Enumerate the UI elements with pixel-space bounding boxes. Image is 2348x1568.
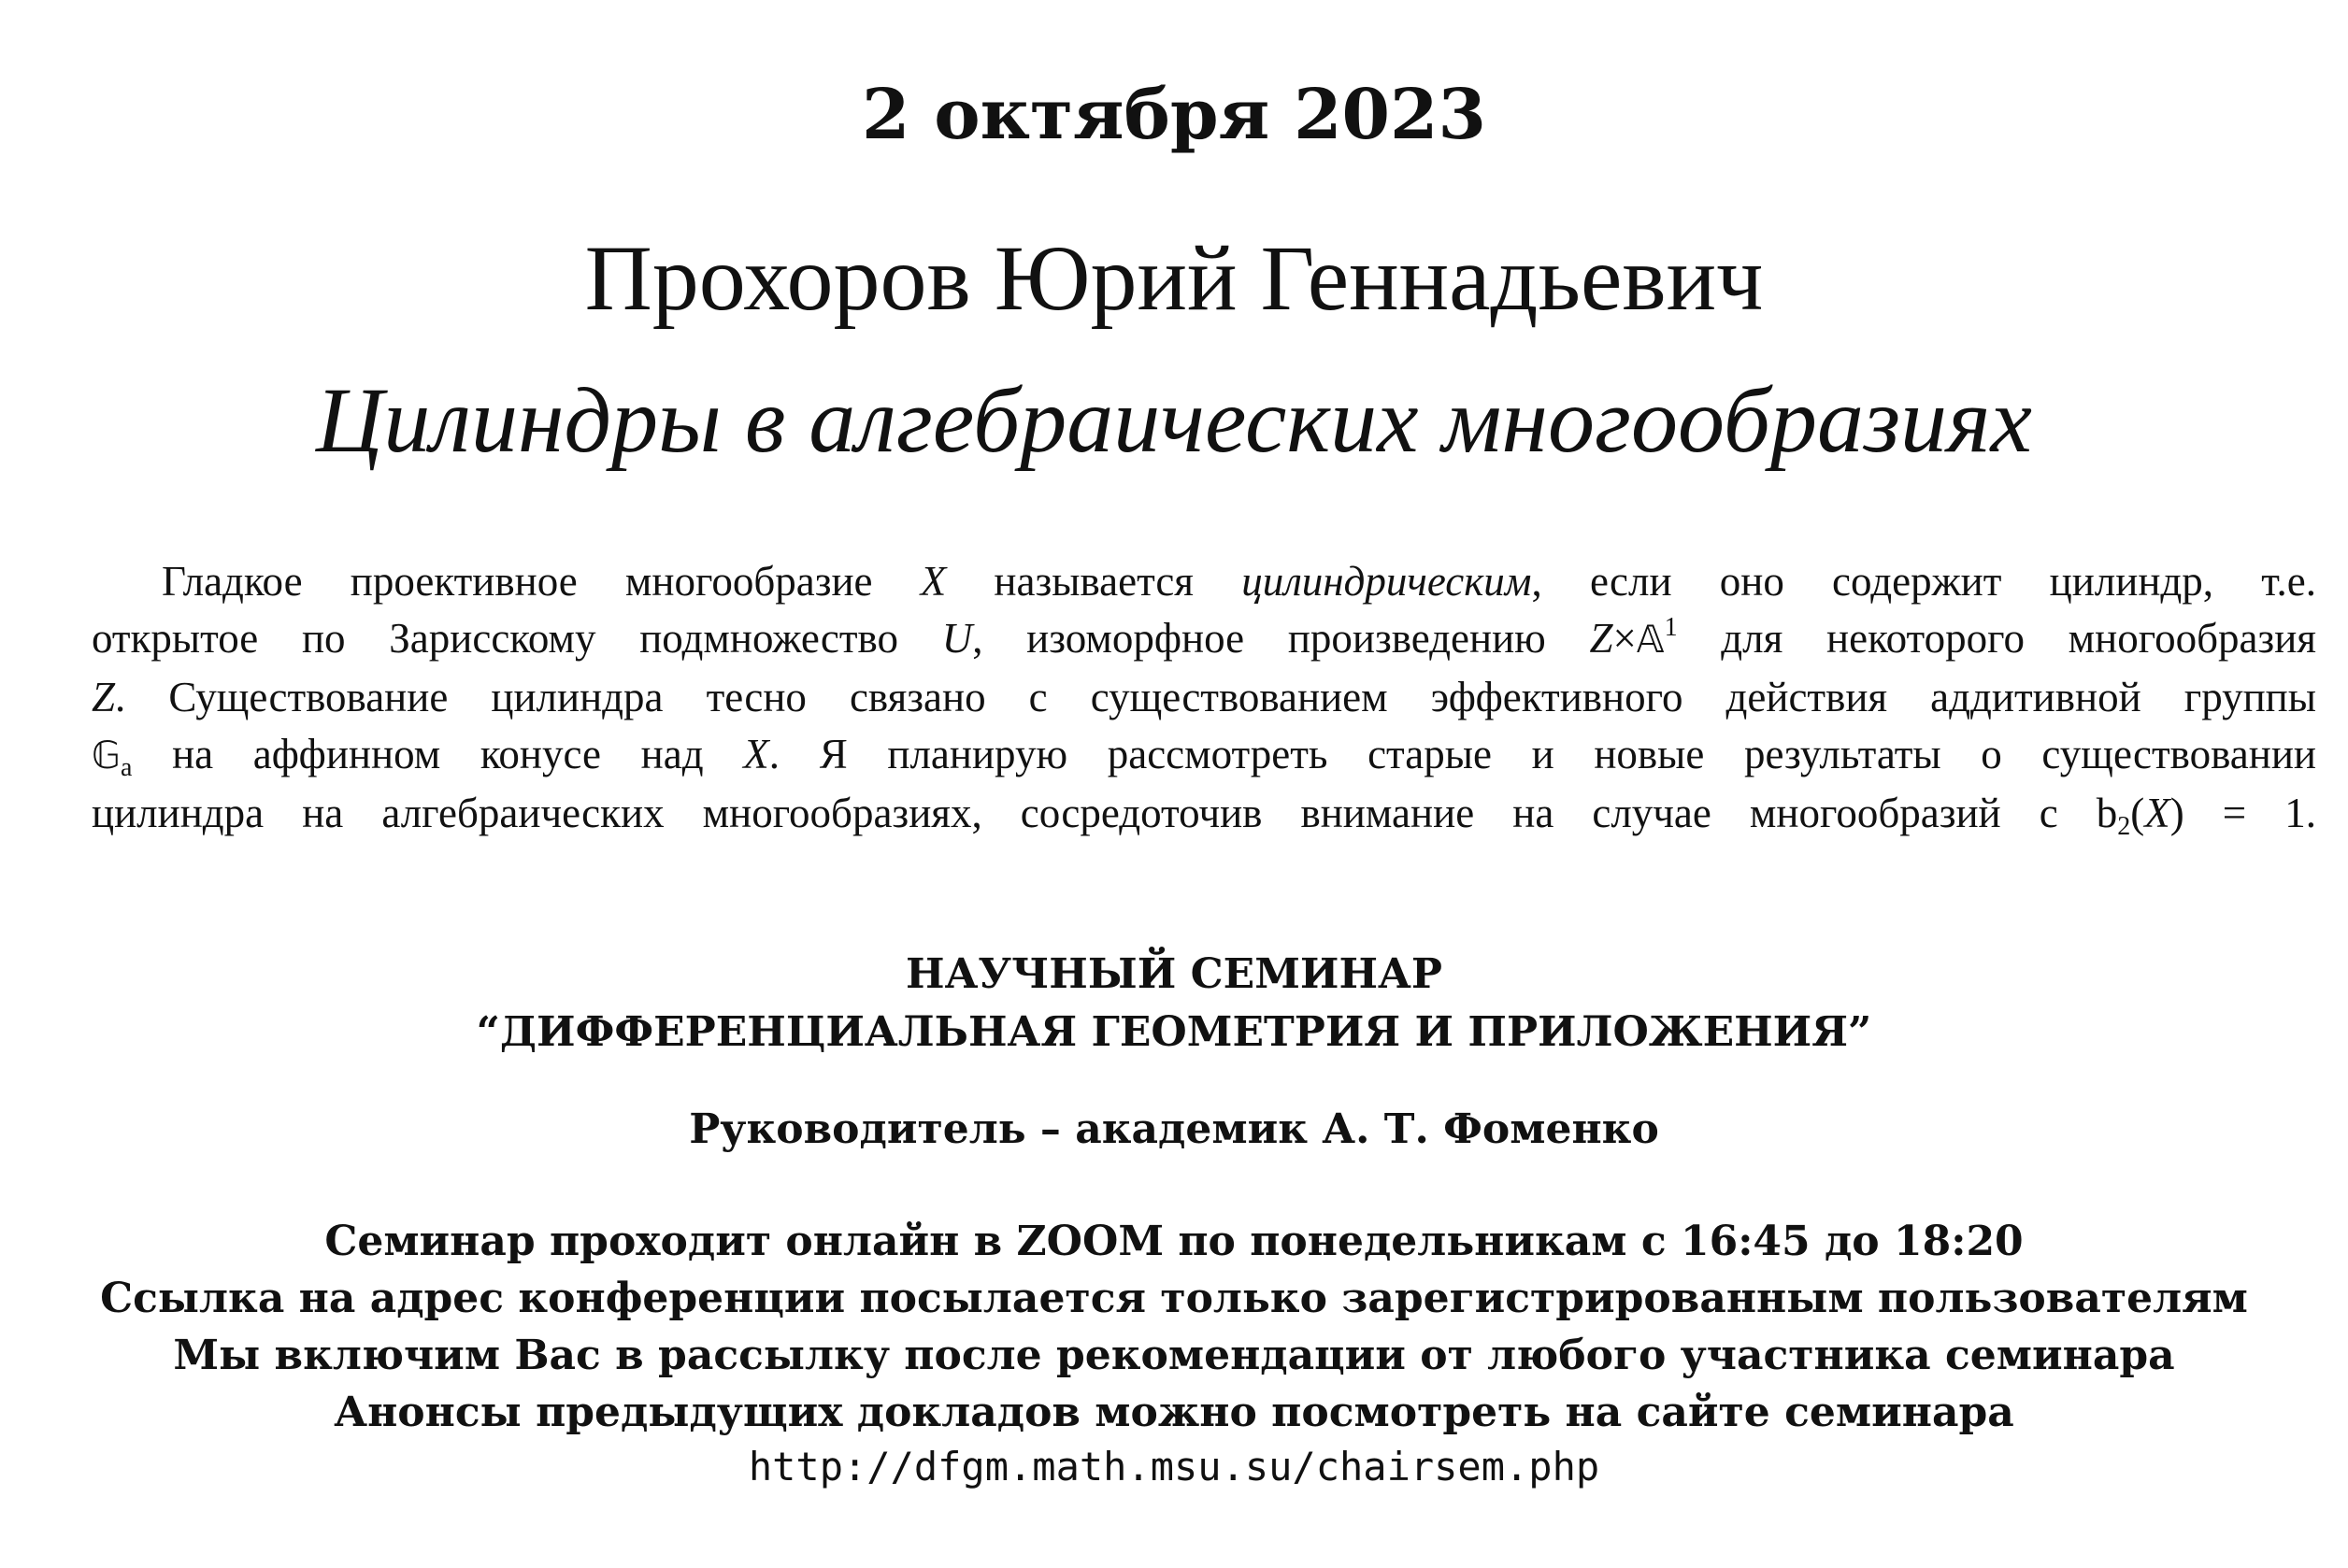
abstract-line-5: цилиндра на алгебраических многообразиях, сосредоточив внимание на случае многообразий с $b_2(X) = 1$. [92,790,2316,841]
seminar-label: НАУЧНЫЙ СЕМИНАР [906,950,1442,998]
seminar-date: 2 октября 2023 [861,75,1487,155]
abstract-line-2: открытое по Зарисскому подмножество U, изоморфное произведению Z×𝔸$^1$ для некоторого многообразия [92,613,2316,662]
info-mailing: Мы включим Вас в рассылку после рекомендации от любого участника семинара [173,1332,2175,1379]
abstract [92,553,2316,842]
speaker-name: Прохоров Юрий Геннадьевич [584,226,1764,330]
info-link-note: Ссылка на адрес конференции посылается только зарегистрированным пользователям [100,1275,2248,1322]
abstract-line-4: 𝔾$_a$ на аффинном конусе над X. Я планирую рассмотреть старые и новые результаты о существовании [92,731,2316,782]
abstract-line-1: Гладкое проективное многообразие X называется цилиндрическим, если оно содержит цилиндр, т.е. [162,558,2316,605]
seminar-info [0,1213,2348,1441]
seminar-url-link[interactable]: http://dfgm.math.msu.su/chairsem.php [748,1444,1600,1490]
seminar-leader: Руководитель – академик А. Т. Фоменко [689,1105,1659,1153]
info-schedule: Семинар проходит онлайн в ZOOM по понедельникам с 16:45 до 18:20 [324,1218,2024,1265]
emphasis-term: цилиндрическим [1241,558,1532,605]
info-announcements: Анонсы предыдущих докладов можно посмотреть на сайте семинара [334,1389,2014,1436]
seminar-title: “ДИФФЕРЕНЦИАЛЬНАЯ ГЕОМЕТРИЯ И ПРИЛОЖЕНИЯ” [476,1008,1872,1056]
seminar-name [0,946,2348,1062]
talk-title: Цилиндры в алгебраических многообразиях [316,368,2032,472]
abstract-line-3: Z. Существование цилиндра тесно связано с существованием эффективного действия аддитивной группы [92,674,2316,720]
